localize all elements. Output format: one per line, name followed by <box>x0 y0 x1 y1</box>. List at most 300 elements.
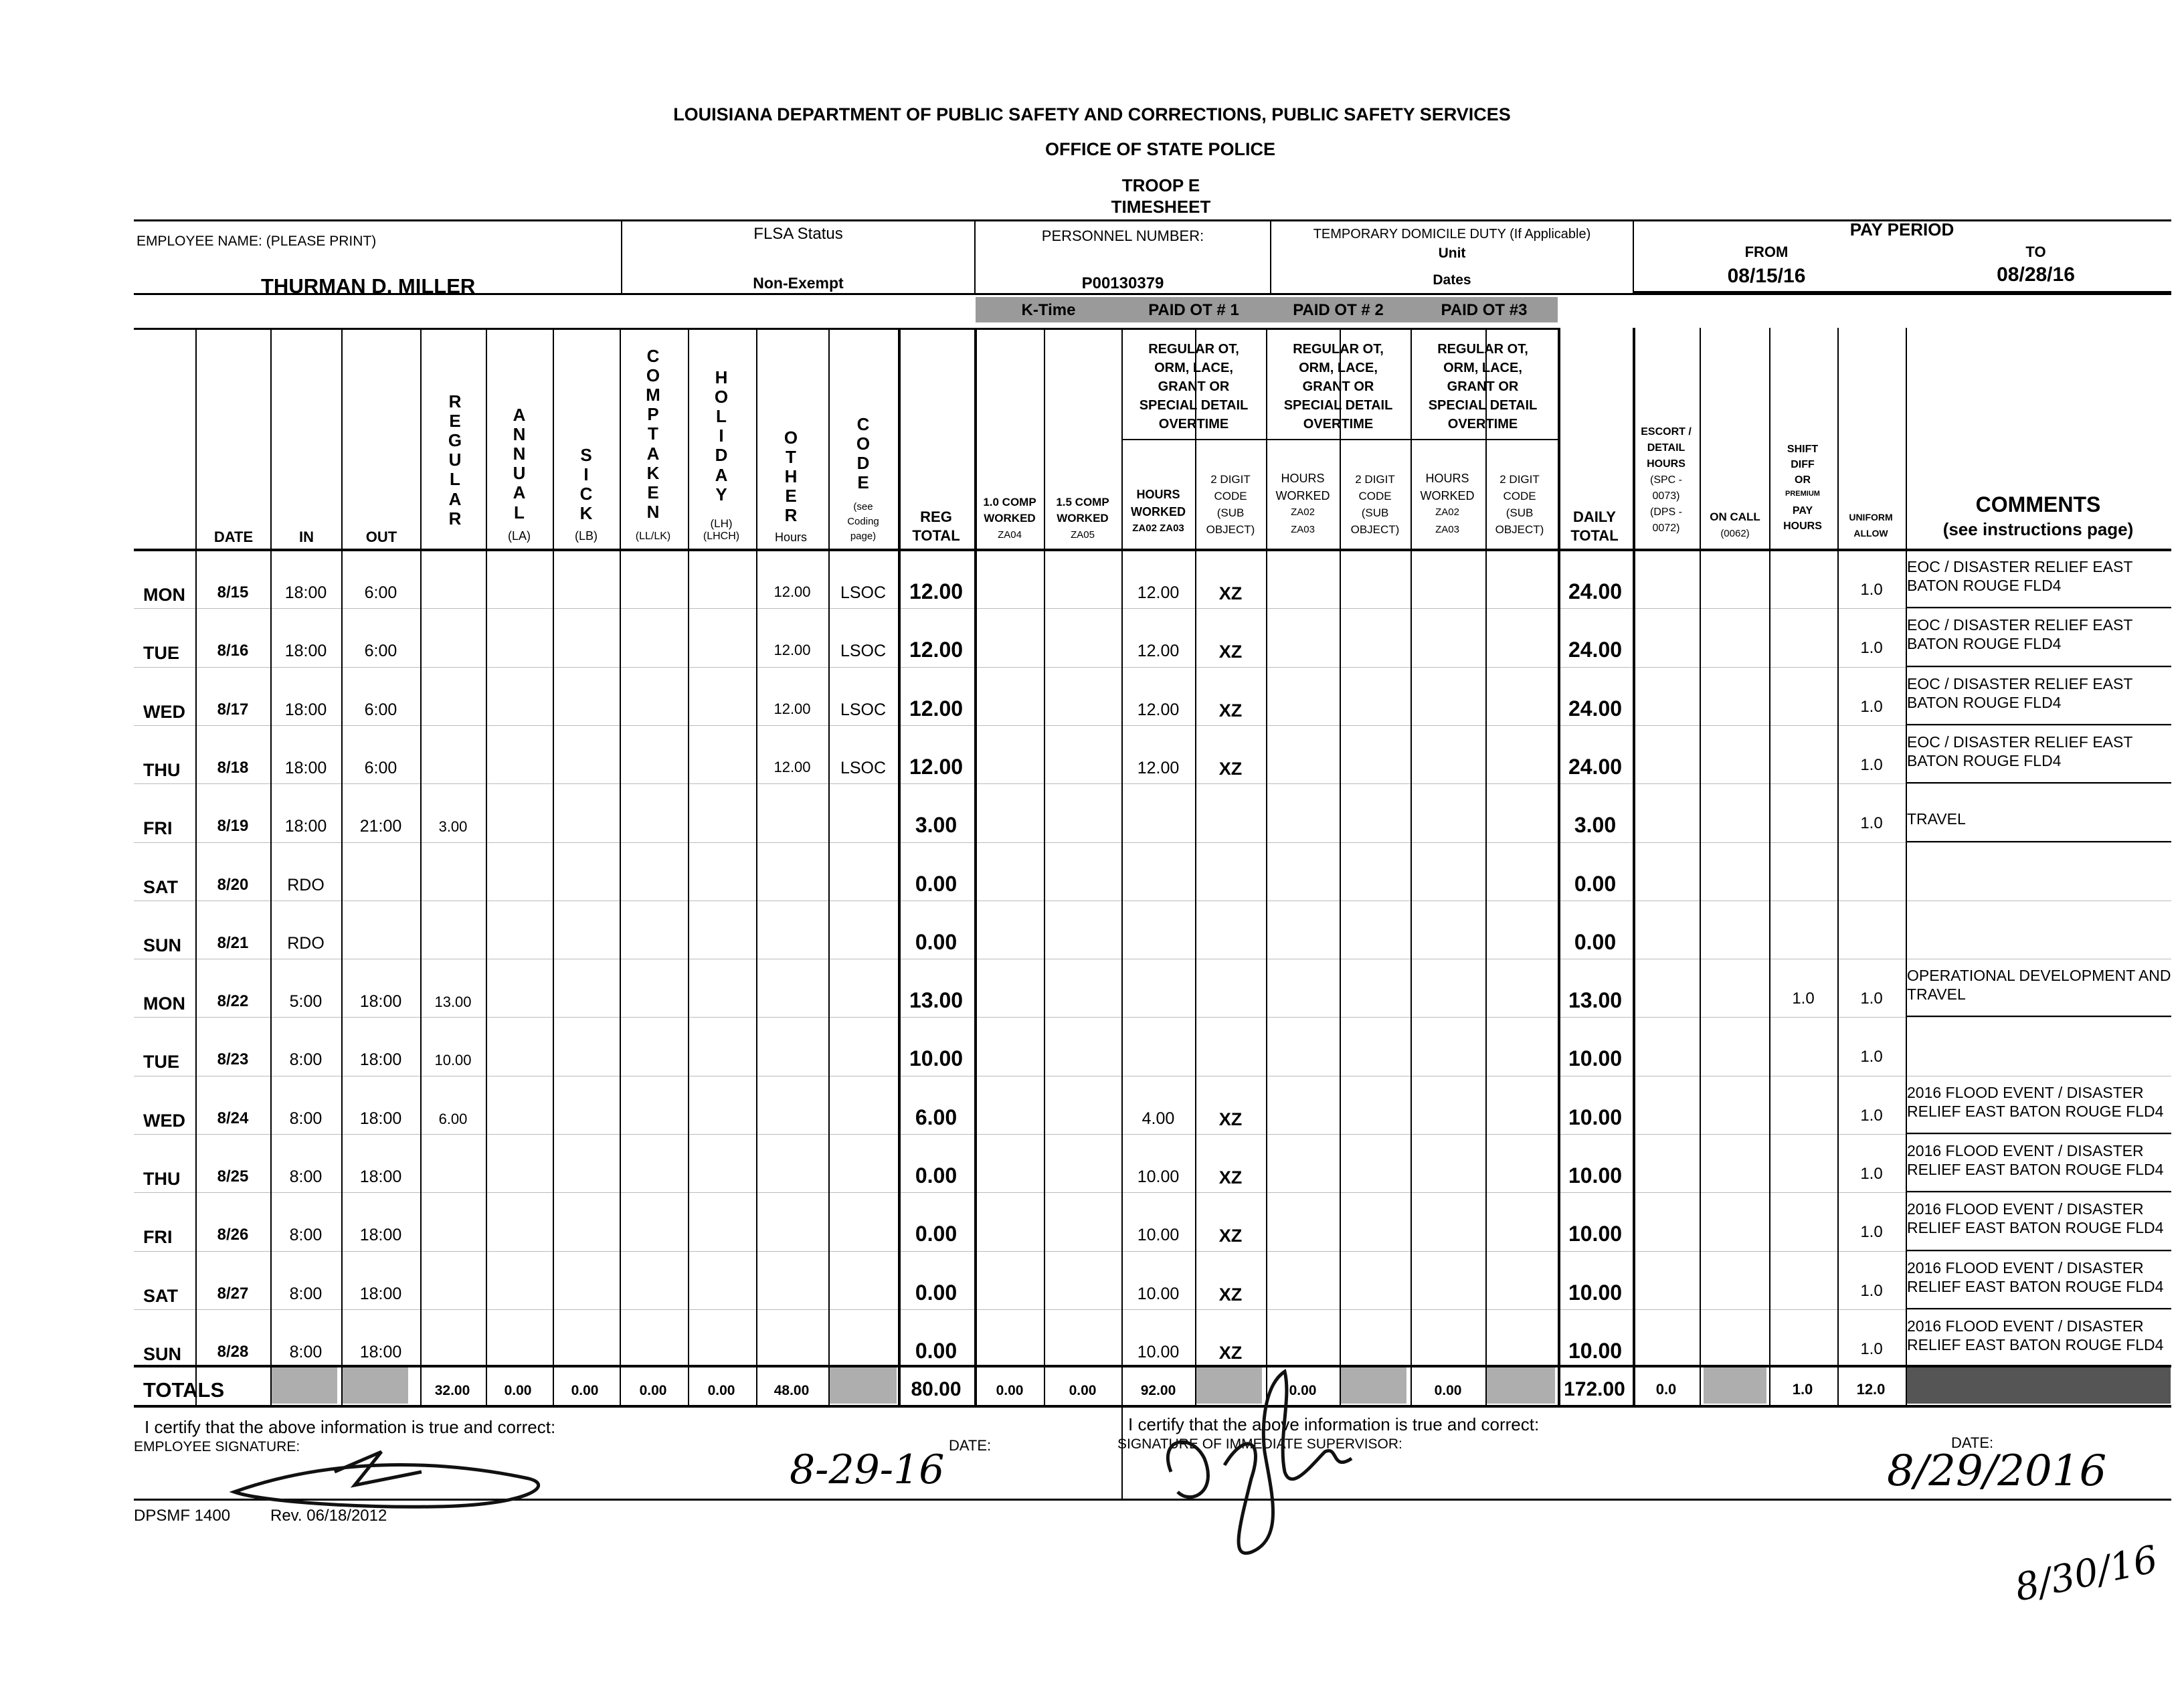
ot-code-header: CODE <box>1503 490 1536 502</box>
row-day: TUE <box>143 643 179 664</box>
total-annual: 0.00 <box>504 1383 532 1398</box>
row-reg-total: 12.00 <box>909 579 964 603</box>
row-reg-total: 0.00 <box>915 929 958 954</box>
ot1-hours-header: WORKED <box>1131 505 1186 518</box>
column-line <box>898 328 901 1405</box>
total-sick: 0.00 <box>571 1383 599 1398</box>
col-comments1: COMMENTS <box>1975 492 2101 516</box>
band-bottom-line <box>134 328 1559 330</box>
col-other <box>764 428 818 526</box>
row-comment-line2: BATON ROUGE FLD4 <box>1907 577 2062 594</box>
column-line <box>1769 328 1770 1405</box>
ot1-hours-header: ZA02 ZA03 <box>1132 523 1184 534</box>
column-line <box>1485 328 1487 1405</box>
shift-header: DIFF <box>1791 459 1815 470</box>
row-out: 18:00 <box>359 1284 402 1303</box>
shift-header: PAY <box>1792 505 1813 516</box>
header-letter: E <box>647 482 659 502</box>
header-letter: I <box>719 426 724 446</box>
header-letter: G <box>448 430 462 451</box>
row-regular: 10.00 <box>434 1052 472 1069</box>
shift-header: OR <box>1795 474 1811 486</box>
row-day: SAT <box>143 1285 178 1306</box>
total-regular: 32.00 <box>434 1383 470 1398</box>
col-uniform2: ALLOW <box>1853 528 1888 539</box>
supervisor-signature-label: SIGNATURE OF IMMEDIATE SUPERVISOR: <box>1117 1436 1402 1452</box>
escort-header: (DPS - <box>1650 506 1682 518</box>
row-ot1-code: XZ <box>1218 642 1243 662</box>
row-day: SAT <box>143 876 178 897</box>
row-divider <box>134 1134 2171 1135</box>
row-day: FRI <box>143 818 173 839</box>
row-out: 6:00 <box>364 642 397 661</box>
row-uniform: 1.0 <box>1860 814 1883 833</box>
header-letter: L <box>514 502 525 523</box>
row-reg-total: 0.00 <box>915 1280 958 1305</box>
header-letter: N <box>646 501 660 522</box>
col-daily1: DAILY <box>1573 508 1616 525</box>
row-divider <box>134 842 2171 843</box>
ot-code-header: OBJECT) <box>1495 523 1544 536</box>
employee-date-label: DATE: <box>949 1437 992 1454</box>
row-day: MON <box>143 994 185 1014</box>
row-day: FRI <box>143 1227 173 1248</box>
total-reg: 80.00 <box>911 1378 962 1400</box>
row-comment-line2: RELIEF EAST BATON ROUGE FLD4 <box>1907 1277 2164 1295</box>
column-line <box>1906 328 1907 1405</box>
header-letter: Y <box>715 484 727 504</box>
row-comment-line2: RELIEF EAST BATON ROUGE FLD4 <box>1907 1219 2164 1237</box>
row-in: 8:00 <box>289 1284 323 1303</box>
row-comment-line1: 2016 FLOOD EVENT / DISASTER <box>1907 1317 2144 1335</box>
row-shift: 1.0 <box>1792 989 1815 1008</box>
ot-code-header: CODE <box>1214 490 1247 502</box>
row-other: 12.00 <box>774 583 811 600</box>
totals-gray-ot3code <box>1485 1367 1555 1404</box>
total-uniform: 12.0 <box>1856 1381 1886 1398</box>
header-letter: C <box>579 484 593 504</box>
total-holiday: 0.00 <box>707 1383 735 1398</box>
row-date: 8/23 <box>217 1050 249 1069</box>
header-letter: N <box>513 444 526 464</box>
col-sick <box>559 446 613 523</box>
row-in: 8:00 <box>289 1342 323 1361</box>
header-letter: H <box>715 367 728 387</box>
col-holiday-code1: (LH) <box>710 517 733 530</box>
row-regular: 13.00 <box>434 994 472 1011</box>
dates-label: Dates <box>1433 272 1471 288</box>
row-in: 8:00 <box>289 1167 323 1186</box>
row-divider <box>134 1192 2171 1193</box>
row-divider <box>134 1251 2171 1252</box>
total-ot1: 92.00 <box>1140 1383 1176 1398</box>
row-uniform: 1.0 <box>1860 1165 1883 1183</box>
col-comp10-1: 1.0 COMP <box>983 496 1036 508</box>
row-day: WED <box>143 701 185 722</box>
row-comment-line1: EOC / DISASTER RELIEF EAST <box>1907 558 2133 575</box>
header-letter: D <box>715 445 728 466</box>
col-code-sub3: page) <box>850 531 877 542</box>
row-in: 5:00 <box>289 992 323 1012</box>
row-out: 6:00 <box>364 583 397 602</box>
col-uniform1: UNIFORM <box>1849 512 1893 523</box>
row-regular: 3.00 <box>438 818 468 836</box>
header-letter: A <box>646 443 660 464</box>
row-comment-line2: RELIEF EAST BATON ROUGE FLD4 <box>1907 1102 2164 1120</box>
ktime-label: K-Time <box>1021 301 1076 319</box>
column-line <box>620 328 621 1405</box>
row-comment-line1: OPERATIONAL DEVELOPMENT AND <box>1907 967 2171 985</box>
row-divider <box>134 1017 2171 1018</box>
flsa-status: Non-Exempt <box>753 274 844 292</box>
header-letter: M <box>646 385 660 405</box>
header-letter: C <box>646 346 660 366</box>
ot3-label: PAID OT #3 <box>1441 301 1528 319</box>
row-reg-total: 13.00 <box>909 988 964 1013</box>
header-letter: E <box>857 472 869 493</box>
row-uniform: 1.0 <box>1860 1339 1883 1358</box>
row-divider <box>134 783 2171 784</box>
row-ot1-hours: 10.00 <box>1137 1284 1180 1303</box>
col-date: DATE <box>213 529 254 545</box>
row-date: 8/17 <box>217 700 249 719</box>
header-letter: O <box>714 387 729 407</box>
row-reg-total: 6.00 <box>915 1105 958 1129</box>
row-in: RDO <box>287 933 325 953</box>
row-day: SUN <box>143 935 182 955</box>
row-ot1-code: XZ <box>1218 700 1243 721</box>
col-annual-code: (LA) <box>507 529 531 543</box>
row-in: 18:00 <box>284 758 327 777</box>
total-comp10: 0.00 <box>996 1383 1024 1398</box>
escort-header: (SPC - <box>1650 474 1682 486</box>
column-line <box>1410 328 1412 1405</box>
col-regular <box>428 392 482 529</box>
total-daily: 172.00 <box>1564 1378 1625 1400</box>
ot-hours-header: ZA03 <box>1435 524 1459 535</box>
row-daily: 0.00 <box>1574 871 1617 896</box>
ot2-label: PAID OT # 2 <box>1293 301 1384 319</box>
header-letter: A <box>448 488 462 509</box>
row-out: 6:00 <box>364 700 397 719</box>
row-uniform: 1.0 <box>1860 1281 1883 1300</box>
header-letter: P <box>647 404 659 425</box>
shift-header: SHIFT <box>1787 444 1819 455</box>
employee-name: THURMAN D. MILLER <box>261 274 476 298</box>
header-letter: A <box>513 405 526 425</box>
row-ot1-hours: 12.00 <box>1137 758 1180 777</box>
total-other: 48.00 <box>774 1383 810 1398</box>
row-daily: 10.00 <box>1568 1338 1623 1363</box>
row-date: 8/16 <box>217 642 249 660</box>
ot-desc-ot1: GRANT OR <box>1158 379 1230 394</box>
header-letter: C <box>856 414 870 434</box>
ot-desc-ot2: GRANT OR <box>1302 379 1374 394</box>
header-letter: O <box>646 365 660 386</box>
row-ot1-code: XZ <box>1218 1284 1243 1305</box>
row-date: 8/18 <box>217 758 249 777</box>
col-comp-code: (LL/LK) <box>635 531 671 542</box>
header-letter: D <box>856 453 870 474</box>
shift-header: PREMIUM <box>1785 490 1820 498</box>
totals-label: TOTALS <box>143 1378 225 1402</box>
header-letter: T <box>648 423 658 444</box>
column-line <box>974 328 977 1405</box>
ot1-hours-header: HOURS <box>1136 488 1180 501</box>
row-uniform: 1.0 <box>1860 989 1883 1008</box>
column-line <box>1558 328 1560 1405</box>
row-other: 12.00 <box>774 642 811 659</box>
supervisor-certify: I certify that the above information is true and correct: <box>1128 1414 1540 1434</box>
header-letter: E <box>785 486 797 506</box>
row-out: 18:00 <box>359 1050 402 1070</box>
header-letter: I <box>583 464 589 485</box>
column-line <box>1195 328 1196 1405</box>
row-daily: 24.00 <box>1568 696 1623 721</box>
form-number: DPSMF 1400 <box>134 1507 231 1525</box>
row-daily: 10.00 <box>1568 1163 1623 1188</box>
row-ot1-hours: 12.00 <box>1137 583 1180 602</box>
ot-desc-ot3: REGULAR OT, <box>1437 342 1528 357</box>
col-code-sub1: (see <box>853 501 873 512</box>
totals-gray-in <box>270 1367 337 1404</box>
flsa-label: FLSA Status <box>753 225 843 243</box>
row-out: 18:00 <box>359 992 402 1012</box>
row-in: 18:00 <box>284 642 327 661</box>
row-in: 18:00 <box>284 700 327 719</box>
row-ot1-hours: 10.00 <box>1137 1226 1180 1245</box>
row-reg-total: 0.00 <box>915 1222 958 1246</box>
escort-header: ESCORT / <box>1641 426 1692 438</box>
tdd-label: TEMPORARY DOMICILE DUTY (If Applicable) <box>1313 227 1591 242</box>
row-day: SUN <box>143 1343 182 1364</box>
col-daily2: TOTAL <box>1570 527 1619 544</box>
row-code: LSOC <box>840 758 887 777</box>
total-comp15: 0.00 <box>1069 1383 1097 1398</box>
ot-code-header: 2 DIGIT <box>1210 473 1251 486</box>
supervisor-signature <box>1151 1358 1378 1566</box>
row-date: 8/15 <box>217 583 249 601</box>
row-comment-line2: RELIEF EAST BATON ROUGE FLD4 <box>1907 1161 2164 1178</box>
row-daily: 10.00 <box>1568 1105 1623 1129</box>
row-uniform: 1.0 <box>1860 697 1883 716</box>
col-comp15-1: 1.5 COMP <box>1056 496 1109 508</box>
footer-divider <box>1121 1408 1123 1499</box>
row-reg-total: 12.00 <box>909 696 964 721</box>
row-other: 12.00 <box>774 758 811 775</box>
row-daily: 10.00 <box>1568 1222 1623 1246</box>
total-ot3: 0.00 <box>1434 1383 1462 1398</box>
row-in: 18:00 <box>284 817 327 836</box>
col-out: OUT <box>365 529 397 545</box>
header-letter: L <box>450 469 460 490</box>
row-reg-total: 0.00 <box>915 871 958 896</box>
personnel-number: P00130379 <box>1081 274 1164 292</box>
header-letter: A <box>715 464 728 485</box>
row-reg-total: 0.00 <box>915 1338 958 1363</box>
row-divider <box>134 667 2171 668</box>
row-comment-line2: RELIEF EAST BATON ROUGE FLD4 <box>1907 1335 2164 1353</box>
escort-header: HOURS <box>1647 458 1686 470</box>
row-in: 8:00 <box>289 1050 323 1070</box>
row-reg-total: 0.00 <box>915 1163 958 1188</box>
column-line <box>1044 328 1045 1405</box>
column-line <box>756 328 757 1405</box>
col-oncall1: ON CALL <box>1710 510 1760 523</box>
form-revision: Rev. 06/18/2012 <box>270 1507 387 1525</box>
row-comment-line1: 2016 FLOOD EVENT / DISASTER <box>1907 1142 2144 1159</box>
row-out: 21:00 <box>359 817 402 836</box>
employee-name-label: EMPLOYEE NAME: (PLEASE PRINT) <box>136 233 377 249</box>
column-line <box>1700 328 1701 1405</box>
row-date: 8/19 <box>217 817 249 836</box>
ot-code-header: OBJECT) <box>1350 523 1400 536</box>
header-letter: R <box>448 391 462 411</box>
ot-code-header: CODE <box>1358 490 1392 502</box>
col-oncall2: (0062) <box>1720 528 1750 539</box>
row-out: 18:00 <box>359 1342 402 1361</box>
row-comment-line1: EOC / DISASTER RELIEF EAST <box>1907 733 2133 751</box>
row-daily: 13.00 <box>1568 988 1623 1013</box>
header-letter: O <box>856 434 871 454</box>
personnel-label: PERSONNEL NUMBER: <box>1041 227 1204 244</box>
ot-code-header: (SUB <box>1361 506 1389 519</box>
col-comments2: (see instructions page) <box>1942 519 2134 539</box>
row-other: 12.00 <box>774 700 811 717</box>
row-uniform: 1.0 <box>1860 1048 1883 1066</box>
ot-desc-ot2: SPECIAL DETAIL <box>1283 398 1393 413</box>
column-line <box>195 328 197 1405</box>
from-date: 08/15/16 <box>1727 265 1806 287</box>
row-comment-line2: TRAVEL <box>1907 985 1966 1004</box>
col-comp10-3: ZA04 <box>998 529 1022 541</box>
row-comment-line2: BATON ROUGE FLD4 <box>1907 751 2062 769</box>
row-date: 8/22 <box>217 992 249 1011</box>
header-letter: T <box>786 447 796 468</box>
row-day: THU <box>143 759 181 780</box>
column-line <box>553 328 554 1405</box>
ot-desc-ot1: SPECIAL DETAIL <box>1139 398 1249 413</box>
row-day: THU <box>143 1169 181 1189</box>
row-daily: 3.00 <box>1574 813 1617 838</box>
ot-hours-header: WORKED <box>1420 489 1475 502</box>
row-day: TUE <box>143 1052 179 1072</box>
agency-title: LOUISIANA DEPARTMENT OF PUBLIC SAFETY AND CORRECTIONS, PUBLIC SAFETY SERVICES <box>673 104 1511 124</box>
row-ot1-code: XZ <box>1218 758 1243 779</box>
payperiod-bottom-line <box>1633 291 2171 293</box>
col-holiday <box>695 368 748 504</box>
row-code: LSOC <box>840 642 887 661</box>
col-reg-total1: REG <box>920 508 952 525</box>
column-line <box>1266 328 1267 1405</box>
row-comment-line1: 2016 FLOOD EVENT / DISASTER <box>1907 1083 2144 1101</box>
employee-signature <box>154 1432 582 1512</box>
ot-code-header: (SUB <box>1506 506 1534 519</box>
table-header-bottom-line <box>134 549 2171 551</box>
col-sick-code: (LB) <box>574 529 598 543</box>
row-date: 8/26 <box>217 1226 249 1244</box>
employee-signature-label: EMPLOYEE SIGNATURE: <box>134 1439 300 1454</box>
escort-header: DETAIL <box>1647 442 1686 454</box>
header-letter: L <box>716 406 727 427</box>
col-other-hours: Hours <box>774 531 807 544</box>
totals-gray-oncall <box>1704 1367 1766 1404</box>
row-ot1-code: XZ <box>1218 1109 1243 1129</box>
ot-desc-ot1: ORM, LACE, <box>1154 361 1233 375</box>
row-comment-line2: BATON ROUGE FLD4 <box>1907 635 2062 653</box>
ot-hours-header: HOURS <box>1281 472 1325 485</box>
row-reg-total: 12.00 <box>909 754 964 779</box>
col-in: IN <box>299 529 314 545</box>
row-divider <box>134 1309 2171 1310</box>
row-ot1-hours: 12.00 <box>1137 700 1180 719</box>
column-line <box>486 328 487 1405</box>
column-line <box>1121 328 1123 1405</box>
ot-desc-ot2: ORM, LACE, <box>1299 361 1378 375</box>
header-letter: H <box>784 466 798 487</box>
total-escort: 0.0 <box>1655 1381 1677 1398</box>
troop-title: TROOP E <box>1121 175 1200 195</box>
header-letter: E <box>449 411 461 432</box>
row-ot1-hours: 10.00 <box>1137 1342 1180 1361</box>
employee-certify: I certify that the above information is true and correct: <box>145 1417 556 1437</box>
row-ot1-code: XZ <box>1218 583 1243 603</box>
office-title: OFFICE OF STATE POLICE <box>1045 139 1275 159</box>
comment-divider <box>1906 1366 2171 1367</box>
column-line <box>1837 328 1839 1405</box>
total-ot2: 0.00 <box>1289 1383 1317 1398</box>
total-comp: 0.00 <box>639 1383 667 1398</box>
row-day: WED <box>143 1110 185 1131</box>
row-comment-line1: TRAVEL <box>1907 810 1966 828</box>
row-ot1-hours: 4.00 <box>1142 1109 1175 1128</box>
col-code <box>836 415 890 492</box>
row-date: 8/28 <box>217 1342 249 1361</box>
row-daily: 24.00 <box>1568 754 1623 779</box>
col-code-sub2: Coding <box>847 516 879 527</box>
row-daily: 24.00 <box>1568 579 1623 603</box>
row-out: 18:00 <box>359 1226 402 1245</box>
ot-desc-ot1: OVERTIME <box>1158 417 1229 432</box>
row-in: 8:00 <box>289 1226 323 1245</box>
row-day: MON <box>143 585 185 605</box>
ot-hours-header: ZA02 <box>1435 506 1459 518</box>
row-in: 8:00 <box>289 1109 323 1128</box>
ot-desc-ot2: OVERTIME <box>1303 417 1374 432</box>
row-out: 6:00 <box>364 758 397 777</box>
ot-desc-ot3: GRANT OR <box>1447 379 1519 394</box>
ot-hours-header: ZA03 <box>1291 524 1315 535</box>
header-letter: A <box>513 482 526 503</box>
row-daily: 10.00 <box>1568 1280 1623 1305</box>
header-letter: U <box>513 463 526 484</box>
row-uniform: 1.0 <box>1860 581 1883 599</box>
totals-gray-code <box>830 1367 897 1404</box>
column-line <box>270 328 272 1405</box>
row-date: 8/21 <box>217 933 249 952</box>
header-letter: K <box>579 503 593 524</box>
total-shift: 1.0 <box>1792 1381 1813 1398</box>
escort-header: 0072) <box>1652 523 1680 534</box>
row-regular: 6.00 <box>438 1110 468 1127</box>
row-uniform: 1.0 <box>1860 639 1883 658</box>
column-line <box>1633 328 1635 1405</box>
row-comment-line2: BATON ROUGE FLD4 <box>1907 693 2062 711</box>
header-letter: R <box>448 508 462 529</box>
row-comment-line1: 2016 FLOOD EVENT / DISASTER <box>1907 1258 2144 1276</box>
row-comment-line1: EOC / DISASTER RELIEF EAST <box>1907 674 2133 692</box>
col-comp15-2: WORKED <box>1057 512 1109 525</box>
